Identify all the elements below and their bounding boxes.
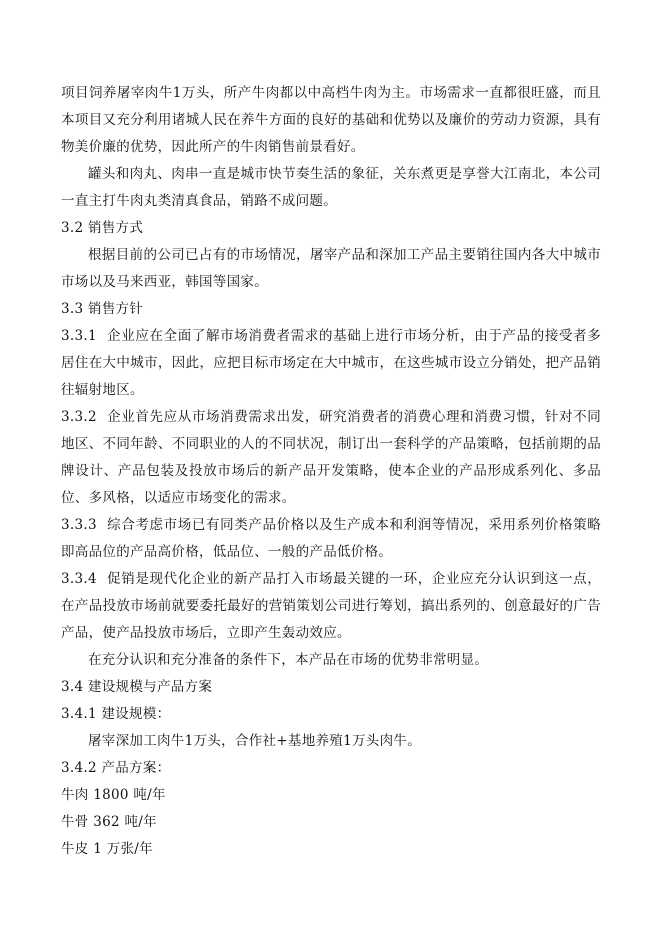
sales-policy-item xyxy=(61,566,601,647)
product-item-hide: 牛皮 1 万张/年 xyxy=(61,841,153,857)
paragraph-product-sales: 罐头和肉丸、肉串一直是城市快节奏生活的象征，关东煮更是享誉大江南北，本公司一直主打牛肉丸类清真食品，销路不成问题。 xyxy=(61,166,601,209)
sales-policy-item xyxy=(61,323,601,404)
sales-policy-item xyxy=(61,512,601,566)
product-item-beef: 牛肉 1800 吨/年 xyxy=(61,787,166,803)
item-number: 3.3.2 xyxy=(61,409,97,425)
paragraph-market-demand: 项目饲养屠宰肉牛1万头，所产牛肉都以中高档牛肉为主。市场需求一直都很旺盛，而且本项目又充分利用诸城人民在养牛方面的良好的基础和优势以及廉价的劳动力资源，具有物美价廉的优势，因此所产的牛肉销售前景看好。 xyxy=(61,85,601,155)
document-body xyxy=(61,80,601,863)
paragraph-market-advantage: 在充分认识和充分准备的条件下，本产品在市场的优势非常明显。 xyxy=(88,652,489,668)
paragraph-construction-scale: 屠宰深加工肉牛1万头，合作社+基地养殖1万头肉牛。 xyxy=(88,733,421,749)
paragraph-sales-method: 根据目前的公司已占有的市场情况，屠宰产品和深加工产品主要销往国内各大中城市市场以及马来西亚，韩国等国家。 xyxy=(61,247,601,290)
subsection-heading-3-4-1: 3.4.1 建设规模： xyxy=(61,706,171,722)
section-heading-3-3: 3.3 销售方针 xyxy=(61,301,144,317)
item-number: 3.3.4 xyxy=(61,571,97,587)
sales-policy-item xyxy=(61,404,601,512)
item-number: 3.3.1 xyxy=(61,328,97,344)
item-text: 企业首先应从市场消费需求出发，研究消费者的消费心理和消费习惯，针对不同地区、不同年龄、不同职业的人的不同状况，制订出一套科学的产品策略，包括前期的品牌设计、产品包装及投放市场后的新产品开发策略，使本企业的产品形成系列化、多品位、多风格，以适应市场变化的需求。 xyxy=(61,409,601,506)
item-text: 企业应在全面了解市场消费者需求的基础上进行市场分析，由于产品的接受者多居住在大中城市，因此，应把目标市场定在大中城市，在这些城市设立分销处，把产品销往辐射地区。 xyxy=(61,328,601,398)
item-text: 综合考虑市场已有同类产品价格以及生产成本和利润等情况，采用系列价格策略即高品位的产品高价格，低品位、一般的产品低价格。 xyxy=(61,517,601,560)
item-number: 3.3.3 xyxy=(61,517,97,533)
section-heading-3-4: 3.4 建设规模与产品方案 xyxy=(61,679,213,695)
subsection-heading-3-4-2: 3.4.2 产品方案： xyxy=(61,760,171,776)
section-heading-3-2: 3.2 销售方式 xyxy=(61,220,144,236)
product-item-bone: 牛骨 362 吨/年 xyxy=(61,814,157,830)
item-text: 促销是现代化企业的新产品打入市场最关键的一环，企业应充分认识到这一点，在产品投放市场前就要委托最好的营销策划公司进行筹划，搞出系列的、创意最好的广告产品，使产品投放市场后，立即产生轰动效应。 xyxy=(61,571,601,641)
